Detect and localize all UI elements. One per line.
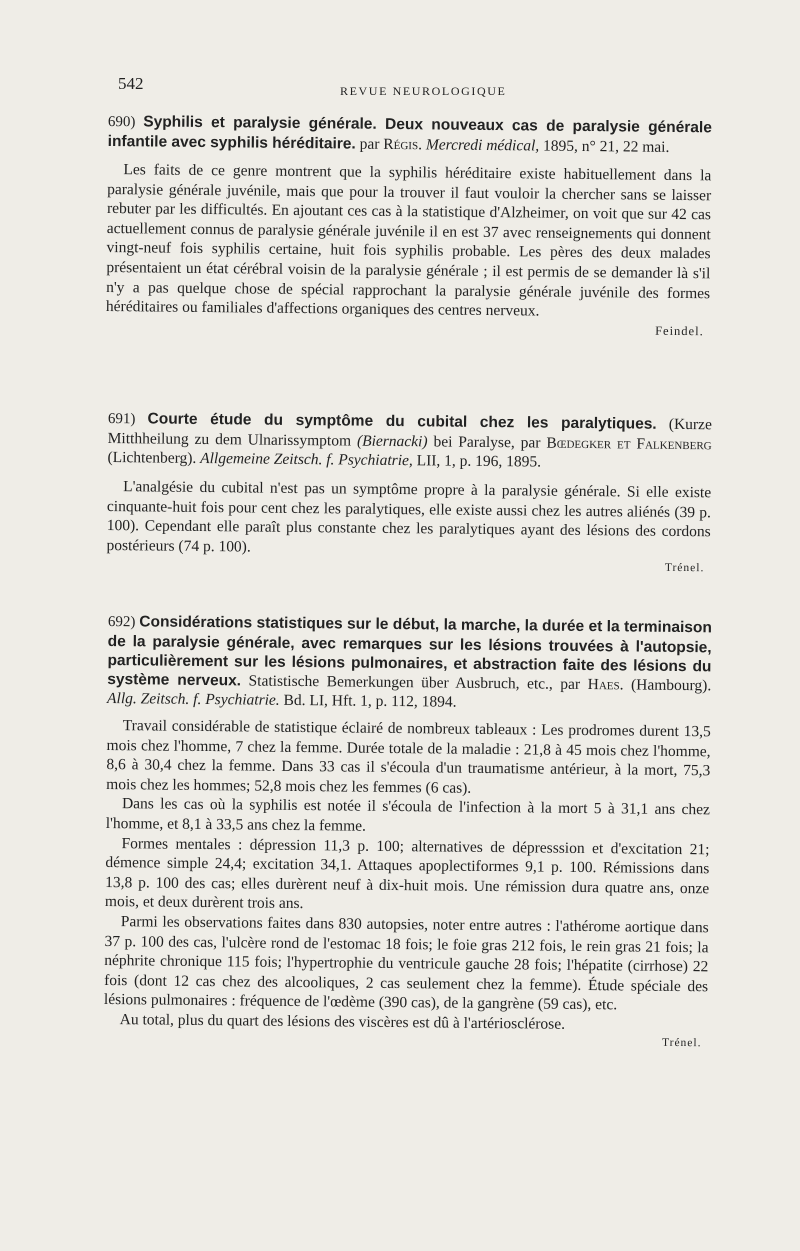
entry-paragraph: L'analgésie du cubital n'est pas un symptôme propre à la paralysie générale. Si elle existe cinquante-huit fois pour cent chez les paralytiques, elle existe aussi chez les autres aliénés (39 p. 100). Cependant elle paraît plus constante chez les paralytiques ayant des lésions des cordons postérieurs (74 p. 100). [106,478,712,556]
entry-heading [107,612,712,714]
entry-number: 691) [107,410,136,428]
reference-text: Statistische Bemerkungen über Ausbruch, etc., par [240,672,588,694]
reference-text: Bd. LI, Hft. 1, p. 112, 1894. [279,691,457,711]
reference-text: (Kurze Mitthheilung zu dem Ulnarissymptom [107,415,712,450]
author-name: Bœdegker et Falkenberg [546,434,712,454]
reference-text: 1895, n° 21, 22 mai. [539,137,670,156]
reference-text: par [355,135,384,153]
journal-name: Mercredi médical, [425,136,540,155]
entry-number: 692) [107,613,136,631]
entry-heading [107,409,712,473]
page-header [118,74,718,98]
journal-name: Allg. Zeitsch. f. Psychiatrie. [107,689,280,709]
entry-690 [106,112,712,339]
author-name: Régis. [383,135,423,154]
reference-text: (Lichtenberg). [107,448,201,467]
reference-name: (Biernacki) [356,432,428,451]
signature: Feindel. [655,323,704,339]
reference-text: LII, 1, p. 196, 1895. [412,452,542,471]
signature: Trénel. [664,562,705,575]
reference-text: bei Paralyse, par [427,433,547,452]
entry-title: Considérations statistiques sur le début, la marche, la durée et la terminaison de la paralysie générale, avec remarques sur les lésions trouvées à l'autopsie, particulièrement sur les lésions pulmonaires, et abstraction faite des lésions du système nerveux. [107,613,712,690]
entry-title: Courte étude du symptôme du cubital chez les paralytiques. [147,410,657,433]
entry-paragraph: Formes mentales : dépression 11,3 p. 100; alternatives de dépresssion et d'excitation 21; démence simple 24,4; excitation 34,1. Attaques apoplectiformes 9,1 p. 100. Rémissions dans 13,8 p. 100 des cas; elles durèrent neuf à dix-huit mois. Une rémission dura quatre ans, onze mois, et deux durèrent trois ans. [104,834,710,913]
running-head: REVUE NEUROLOGIQUE [340,84,507,98]
page-number: 542 [118,74,144,93]
entry-paragraph: Au total, plus du quart des lésions des viscères est dû à l'artériosclérose. [119,1011,566,1033]
entry-paragraph: Parmi les observations faites dans 830 autopsies, noter entre autres : l'athérome aortique dans 37 p. 100 des cas, l'ulcère rond de l'estomac 18 fois; le foie gras 212 fois, le rein gras 21 fois; la néphrite chronique 115 fois; l'hypertrophie du ventricule gauche 28 fois; l'hépatite (cirrhose) 22 fois (dont 12 cas chez des alcooliques, 2 cas seulement chez la femme). Étude spéciale des lésions pulmonaires : fréquence de l'œdème (390 cas), de la gangrène (59 cas), etc. [103,913,709,1014]
entry-paragraph: Dans les cas où la syphilis est notée il s'écoula de l'infection à la mort 5 à 31,1 ans chez l'homme, et 8,1 à 33,5 ans chez la femme. [105,795,711,835]
entry-number: 690) [107,113,136,131]
reference-text: (Hambourg). [623,676,712,695]
signature: Trénel. [661,1036,702,1049]
author-name: Haes. [587,676,624,694]
entry-heading [108,112,712,157]
entry-692 [103,612,711,1049]
entry-paragraph: Les faits de ce genre montrent que la syphilis héréditaire existe habituellement dans la paralysie générale juvénile, mais que pour la trouver il faut vouloir la chercher sans se laisser rebuter par les difficultés. En ajoutant ces cas à la statistique d'Alzheimer, on voit que sur 42 cas actuellement connus de paralysie générale juvénile il en est 37 avec renseignements qui donnent vingt-neuf fois syphilis certaine, huit fois syphilis probable. Les pères des deux malades présentaient un état cérébral voisin de la paralysie générale ; il est permis de se demander là s'il n'y a pas quelque chose de spécial rapprochant la paralysie générale juvénile des formes héréditaires ou familiales d'affections organiques des centres nerveux. [105,161,712,320]
journal-name: Allgemeine Zeitsch. f. Psychiatrie, [200,449,413,470]
entry-paragraph: Travail considérable de statistique éclairé de nombreux tableaux : Les prodromes durent 13,5 mois chez l'homme, 7 chez la femme. Durée totale de la maladie : 21,8 à 45 mois chez l'homme, 8,6 à 30,4 chez la femme. Dans 33 cas il s'écoula d'un traumatisme antérieur, à la mort, 75,3 mois chez les hommes; 52,8 mois chez les femmes (6 cas). [106,717,711,797]
entry-691 [106,409,712,575]
entry-title: Syphilis et paralysie générale. Deux nouveaux cas de paralysie générale infantile avec syphilis héréditaire. [107,113,712,153]
